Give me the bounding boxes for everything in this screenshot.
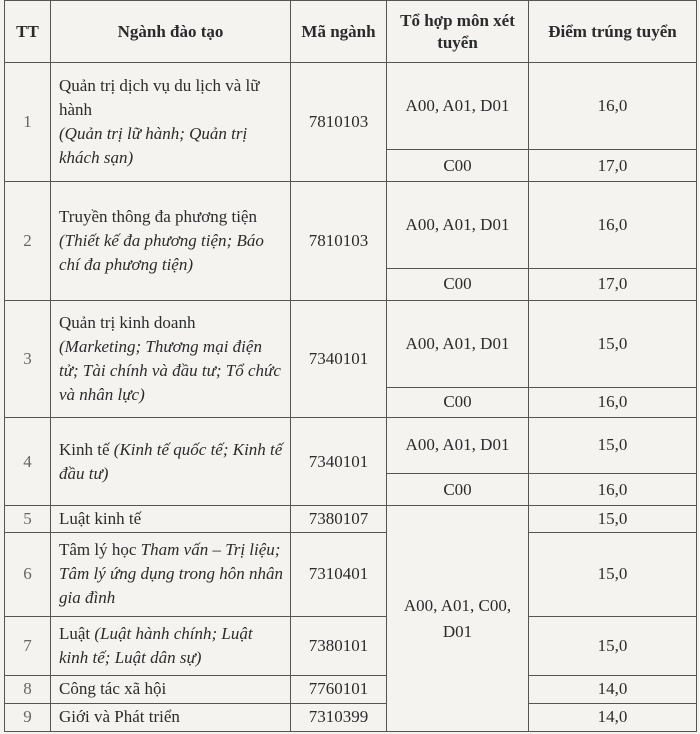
row-tt: 5 bbox=[5, 506, 51, 532]
row-nganh bbox=[51, 532, 291, 617]
table-row bbox=[5, 675, 697, 703]
row-diem: 16,0 bbox=[529, 182, 697, 269]
header-diem: Điểm trúng tuyển bbox=[529, 1, 697, 63]
header-ma-nganh: Mã ngành bbox=[291, 1, 387, 63]
row-diem: 15,0 bbox=[529, 506, 697, 532]
row-to-hop: C00 bbox=[387, 268, 529, 300]
row-ma-nganh: 7380107 bbox=[291, 506, 387, 532]
row-diem: 15,0 bbox=[529, 301, 697, 388]
major-name: Kinh tế bbox=[59, 439, 110, 459]
major-name: Giới và Phát triển bbox=[59, 707, 180, 727]
row-ma-nganh: 7810103 bbox=[291, 182, 387, 301]
row-diem: 15,0 bbox=[529, 417, 697, 473]
row-ma-nganh: 7760101 bbox=[291, 675, 387, 703]
row-tt: 9 bbox=[5, 703, 51, 731]
header-nganh: Ngành đào tạo bbox=[51, 1, 291, 63]
table-row bbox=[5, 301, 697, 388]
major-sub: Tham vấn – Trị liệu; Tâm lý ứng dụng trong hôn nhân gia đình bbox=[59, 540, 283, 608]
row-ma-nganh: 7340101 bbox=[291, 417, 387, 506]
row-nganh bbox=[51, 417, 291, 506]
header-row bbox=[5, 1, 697, 63]
row-tt: 1 bbox=[5, 63, 51, 182]
row-diem: 15,0 bbox=[529, 617, 697, 675]
row-nganh bbox=[51, 703, 291, 731]
row-diem: 14,0 bbox=[529, 703, 697, 731]
major-name: Luật bbox=[59, 623, 91, 643]
header-tt: TT bbox=[5, 1, 51, 63]
row-tt: 4 bbox=[5, 417, 51, 506]
row-nganh bbox=[51, 506, 291, 532]
major-name: Quản trị kinh doanh bbox=[59, 312, 196, 332]
row-diem: 15,0 bbox=[529, 532, 697, 617]
table-row bbox=[5, 506, 697, 532]
major-sub: (Quản trị lữ hành; Quản trị khách sạn) bbox=[59, 124, 248, 168]
table-row bbox=[5, 532, 697, 617]
major-name: Quản trị dịch vụ du lịch và lữ hành bbox=[59, 76, 260, 120]
row-nganh bbox=[51, 182, 291, 301]
row-nganh bbox=[51, 617, 291, 675]
major-name: Công tác xã hội bbox=[59, 679, 167, 699]
row-diem: 16,0 bbox=[529, 387, 697, 417]
table-row bbox=[5, 417, 697, 473]
row-to-hop: A00, A01, D01 bbox=[387, 417, 529, 473]
table-row bbox=[5, 63, 697, 150]
row-to-hop: A00, A01, D01 bbox=[387, 63, 529, 150]
row-tt: 7 bbox=[5, 617, 51, 675]
row-to-hop: C00 bbox=[387, 150, 529, 182]
row-to-hop: C00 bbox=[387, 474, 529, 506]
row-to-hop: A00, A01, D01 bbox=[387, 182, 529, 269]
row-nganh bbox=[51, 63, 291, 182]
admission-score-table bbox=[4, 0, 697, 732]
row-tt: 2 bbox=[5, 182, 51, 301]
shared-to-hop: A00, A01, C00, D01 bbox=[387, 506, 529, 732]
table-row bbox=[5, 617, 697, 675]
major-name: Truyền thông đa phương tiện bbox=[59, 207, 257, 227]
row-diem: 17,0 bbox=[529, 268, 697, 300]
header-to-hop: Tổ hợp môn xét tuyển bbox=[387, 1, 529, 63]
row-tt: 3 bbox=[5, 301, 51, 418]
major-sub: (Kinh tế quốc tế; Kinh tế đầu tư) bbox=[59, 439, 283, 483]
major-name: Luật kinh tế bbox=[59, 508, 142, 528]
row-ma-nganh: 7310399 bbox=[291, 703, 387, 731]
row-diem: 16,0 bbox=[529, 63, 697, 150]
row-diem: 16,0 bbox=[529, 474, 697, 506]
table-row bbox=[5, 182, 697, 269]
row-diem: 14,0 bbox=[529, 675, 697, 703]
row-ma-nganh: 7380101 bbox=[291, 617, 387, 675]
row-tt: 8 bbox=[5, 675, 51, 703]
row-ma-nganh: 7310401 bbox=[291, 532, 387, 617]
row-to-hop: A00, A01, D01 bbox=[387, 301, 529, 388]
major-sub: (Luật hành chính; Luật kinh tế; Luật dân sự) bbox=[59, 623, 253, 667]
row-ma-nganh: 7340101 bbox=[291, 301, 387, 418]
row-nganh bbox=[51, 675, 291, 703]
major-sub: (Thiết kế đa phương tiện; Báo chí đa phương tiện) bbox=[59, 231, 264, 275]
major-name: Tâm lý học bbox=[59, 540, 137, 560]
row-tt: 6 bbox=[5, 532, 51, 617]
major-sub: (Marketing; Thương mại điện tử; Tài chính và đầu tư; Tổ chức và nhân lực) bbox=[59, 336, 281, 404]
row-ma-nganh: 7810103 bbox=[291, 63, 387, 182]
row-to-hop: C00 bbox=[387, 387, 529, 417]
table-row bbox=[5, 703, 697, 731]
row-nganh bbox=[51, 301, 291, 418]
row-diem: 17,0 bbox=[529, 150, 697, 182]
